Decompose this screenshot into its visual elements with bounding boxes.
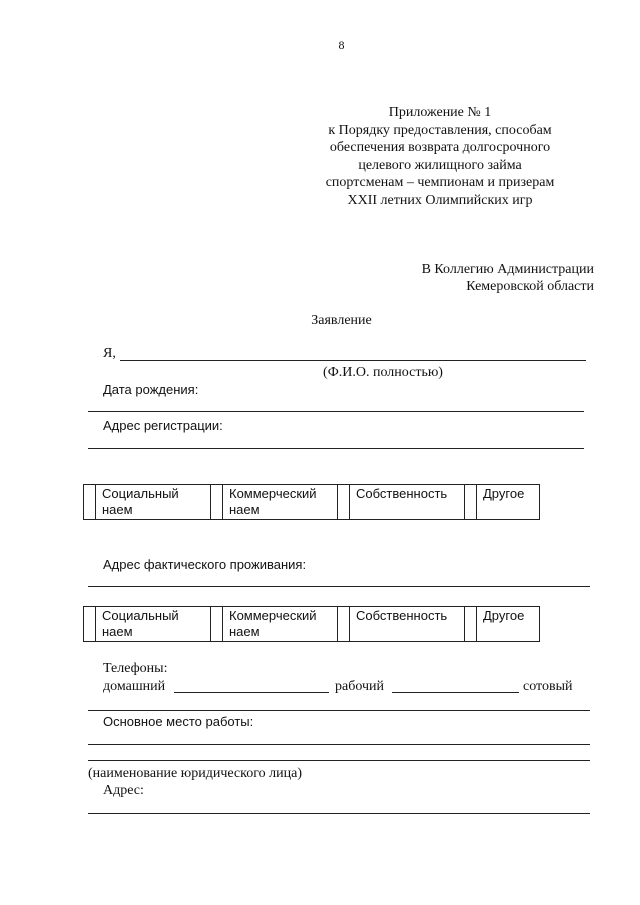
option-checkbox-commercial[interactable] [211, 485, 223, 520]
address-line[interactable] [88, 813, 590, 814]
option-checkbox-commercial[interactable] [211, 607, 223, 642]
address-label: Адрес: [103, 783, 144, 798]
appendix-line: XXII летних Олимпийских игр [347, 192, 533, 208]
applicant-prefix: Я, [103, 346, 116, 361]
option-checkbox-other[interactable] [465, 485, 477, 520]
birth-date-label: Дата рождения: [103, 382, 199, 397]
page-number: 8 [338, 38, 345, 52]
option-social: Социальный наем [96, 485, 211, 520]
workplace-label: Основное место работы: [103, 714, 254, 729]
legal-entity-hint: (наименование юридического лица) [88, 766, 302, 781]
phones-label: Телефоны: [103, 661, 168, 676]
work-phone-label: рабочий [335, 679, 384, 694]
actual-address-label: Адрес фактического проживания: [103, 557, 307, 572]
option-checkbox-social[interactable] [84, 485, 96, 520]
addressee-line: Кемеровской области [466, 279, 594, 294]
option-ownership: Собственность [350, 485, 465, 520]
appendix-line: спортсменам – чемпионам и призерам [325, 175, 555, 190]
option-other: Другое [477, 485, 540, 520]
document-title: Заявление [311, 313, 372, 328]
option-commercial: Коммерческий наем [223, 485, 338, 520]
home-phone-line[interactable] [174, 692, 329, 693]
registration-address-label: Адрес регистрации: [103, 418, 223, 433]
option-other: Другое [477, 607, 540, 642]
option-checkbox-other[interactable] [465, 607, 477, 642]
appendix-line: целевого жилищного займа [358, 157, 522, 173]
applicant-name-hint: (Ф.И.О. полностью) [323, 365, 443, 380]
appendix-line: Приложение № 1 [388, 105, 492, 120]
actual-address-line[interactable] [88, 586, 590, 587]
option-ownership: Собственность [350, 607, 465, 642]
mobile-phone-line[interactable] [88, 710, 590, 711]
appendix-header [300, 104, 580, 209]
registration-housing-options [83, 484, 540, 520]
registration-address-line[interactable] [88, 448, 584, 449]
actual-housing-options [83, 606, 540, 642]
option-social: Социальный наем [96, 607, 211, 642]
appendix-line: обеспечения возврата долгосрочного [329, 140, 551, 155]
workplace-line-1[interactable] [88, 744, 590, 745]
workplace-line-2[interactable] [88, 760, 590, 761]
option-checkbox-ownership[interactable] [338, 607, 350, 642]
birth-date-line[interactable] [88, 411, 584, 412]
home-phone-label: домашний [103, 679, 166, 694]
appendix-line: к Порядку предоставления, способам [328, 122, 552, 138]
option-checkbox-social[interactable] [84, 607, 96, 642]
addressee-block [422, 261, 594, 295]
work-phone-line[interactable] [392, 692, 519, 693]
addressee-line: В Коллегию Администрации [421, 262, 594, 277]
mobile-phone-label: сотовый [523, 679, 573, 694]
applicant-name-line[interactable] [120, 360, 586, 361]
option-checkbox-ownership[interactable] [338, 485, 350, 520]
option-commercial: Коммерческий наем [223, 607, 338, 642]
